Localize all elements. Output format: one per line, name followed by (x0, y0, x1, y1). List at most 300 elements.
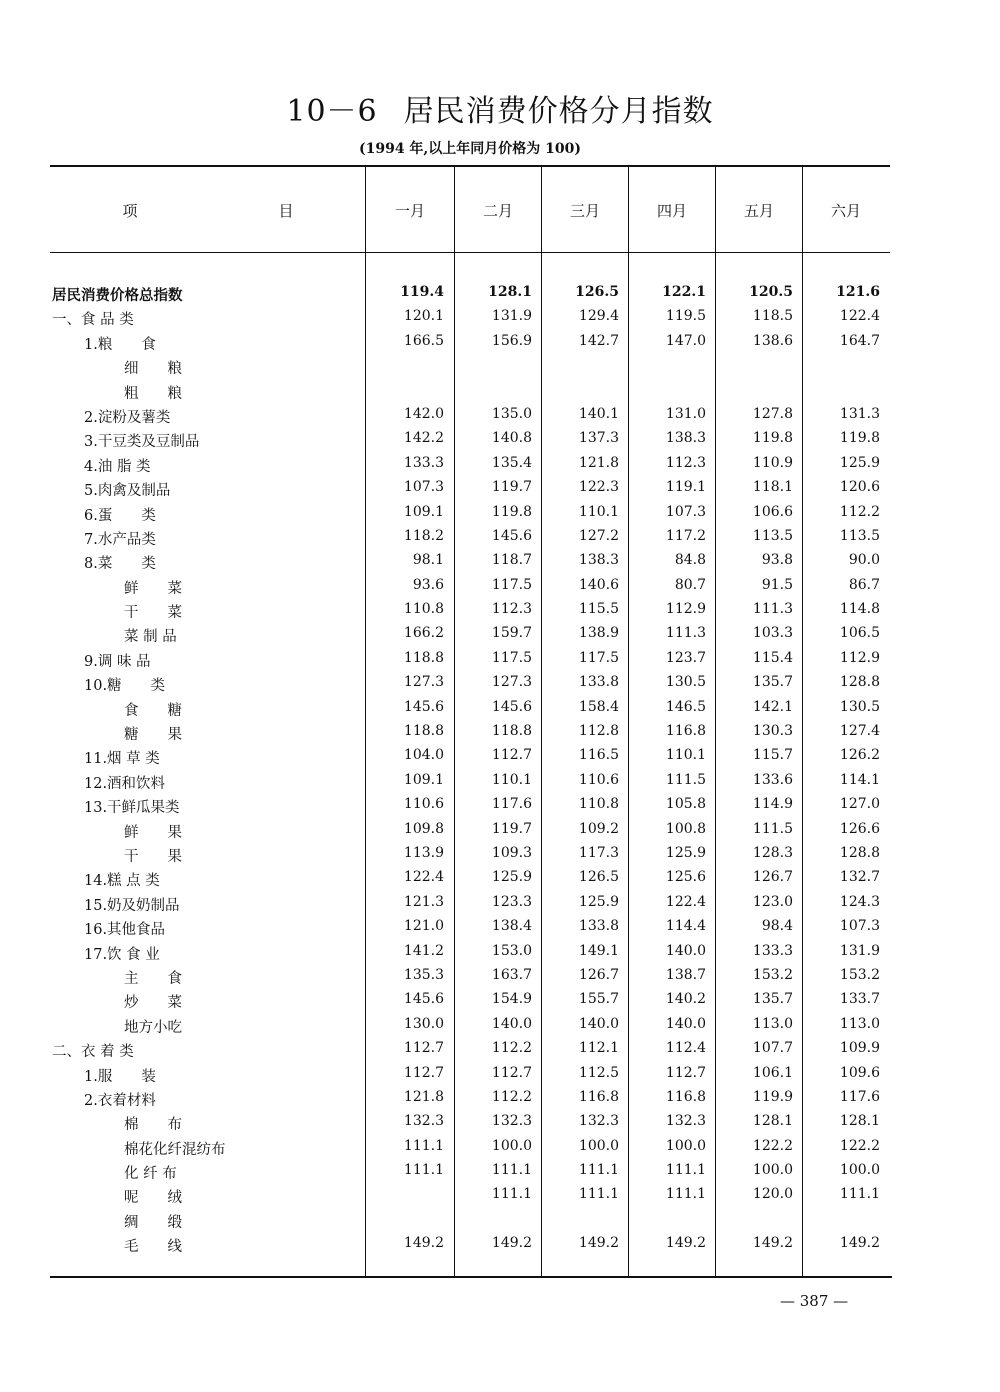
cell-value: 126.7 (752, 869, 793, 886)
cell-value: 138.3 (665, 430, 706, 447)
cell-value: 153.0 (491, 942, 532, 959)
table-row (52, 892, 892, 916)
table-row (52, 477, 892, 501)
cell-value: 142.2 (403, 430, 444, 447)
cell-value: 112.2 (491, 1088, 532, 1105)
cell-value: 113.9 (403, 844, 444, 861)
cell-value: 105.8 (665, 796, 706, 813)
cell-value: 130.3 (752, 723, 793, 740)
table-row (52, 502, 892, 526)
cell-value: 98.4 (761, 918, 793, 935)
cell-value: 112.7 (403, 1064, 444, 1081)
cell-value: 115.5 (578, 601, 619, 618)
cell-value: 115.4 (752, 649, 793, 666)
cell-value: 119.9 (752, 1088, 793, 1105)
cell-value: 132.3 (403, 1113, 444, 1130)
cell-value: 111.3 (665, 625, 706, 642)
cell-value: 109.9 (839, 1040, 880, 1057)
header-item-left: 项 (122, 202, 138, 220)
cell-value: 128.8 (839, 844, 880, 861)
cell-value: 109.3 (491, 844, 532, 861)
cell-value: 133.8 (578, 674, 619, 691)
cell-value: 110.8 (578, 796, 619, 813)
row-label: 11.烟 草 类 (84, 751, 160, 768)
cell-value: 93.6 (412, 576, 444, 593)
cell-value: 112.8 (578, 723, 619, 740)
cell-value: 119.5 (665, 308, 706, 325)
row-label: 1.服 装 (84, 1068, 156, 1085)
row-label: 糖 果 (124, 727, 182, 744)
cell-value: 121.8 (403, 1088, 444, 1105)
cell-value: 120.0 (752, 1186, 793, 1203)
cell-value: 132.3 (665, 1113, 706, 1130)
cell-value: 130.0 (403, 1015, 444, 1032)
row-label: 棉花化纤混纺布 (124, 1141, 226, 1158)
cell-value: 149.1 (578, 942, 619, 959)
table-row (52, 697, 892, 721)
cell-value: 138.4 (491, 918, 532, 935)
cell-value: 164.7 (839, 332, 880, 349)
cell-value: 125.9 (578, 893, 619, 910)
cell-value: 119.7 (491, 820, 532, 837)
cell-value: 111.3 (752, 601, 793, 618)
table-row (52, 1063, 892, 1087)
cell-value: 126.5 (575, 284, 619, 300)
row-label: 13.干鲜瓜果类 (84, 800, 180, 817)
cell-value: 140.1 (578, 405, 619, 422)
cell-value: 145.6 (491, 698, 532, 715)
cell-value: 123.7 (665, 649, 706, 666)
cell-value: 110.1 (491, 771, 532, 788)
cell-value: 84.8 (674, 552, 706, 569)
cell-value: 109.6 (839, 1064, 880, 1081)
cell-value: 90.0 (848, 552, 880, 569)
table-row (52, 648, 892, 672)
table-row (52, 1111, 892, 1135)
cell-value: 109.2 (578, 820, 619, 837)
cell-value: 112.2 (839, 503, 880, 520)
cell-value: 129.4 (578, 308, 619, 325)
table-row (52, 819, 892, 843)
row-label: 7.水产品类 (84, 531, 156, 548)
row-label: 细 粮 (124, 361, 182, 378)
row-label: 鲜 果 (124, 824, 182, 841)
cell-value: 100.0 (578, 1137, 619, 1154)
cell-value: 114.8 (839, 601, 880, 618)
cell-value: 149.2 (403, 1235, 444, 1252)
cell-value: 122.4 (665, 893, 706, 910)
cell-value: 147.0 (665, 332, 706, 349)
cell-value: 100.0 (491, 1137, 532, 1154)
cell-value: 140.2 (665, 991, 706, 1008)
cell-value: 117.2 (665, 527, 706, 544)
cell-value: 141.2 (403, 942, 444, 959)
row-label: 2.衣着材料 (84, 1092, 156, 1109)
cell-value: 125.9 (665, 844, 706, 861)
cell-value: 140.0 (665, 1015, 706, 1032)
table-row (52, 867, 892, 891)
cell-value: 135.3 (403, 966, 444, 983)
cell-value: 133.7 (839, 991, 880, 1008)
cell-value: 119.4 (400, 284, 444, 300)
cell-value: 120.6 (839, 479, 880, 496)
table-row (52, 282, 892, 306)
cell-value: 111.5 (665, 771, 706, 788)
table-row (52, 380, 892, 404)
page-number: — 387 — (780, 1292, 849, 1310)
cell-value: 166.2 (403, 625, 444, 642)
cell-value: 126.7 (578, 966, 619, 983)
cell-value: 121.8 (578, 454, 619, 471)
cell-value: 121.6 (836, 284, 880, 300)
row-label: 居民消费价格总指数 (52, 287, 183, 304)
cell-value: 138.6 (752, 332, 793, 349)
cell-value: 110.1 (578, 503, 619, 520)
cell-value: 135.0 (491, 405, 532, 422)
cell-value: 128.3 (752, 844, 793, 861)
cell-value: 133.6 (752, 771, 793, 788)
row-label: 15.奶及奶制品 (84, 897, 180, 914)
table-row (52, 1209, 892, 1233)
table-row (52, 599, 892, 623)
cell-value: 156.9 (491, 332, 532, 349)
cell-value: 107.3 (403, 479, 444, 496)
cell-value: 149.2 (752, 1235, 793, 1252)
cell-value: 149.2 (839, 1235, 880, 1252)
cell-value: 107.3 (839, 918, 880, 935)
cell-value: 153.2 (839, 966, 880, 983)
cell-value: 116.8 (665, 1088, 706, 1105)
cell-value: 91.5 (761, 576, 793, 593)
cell-value: 104.0 (403, 747, 444, 764)
cell-value: 120.1 (403, 308, 444, 325)
row-label: 干 果 (124, 848, 182, 865)
cell-value: 125.9 (839, 454, 880, 471)
cell-value: 98.1 (412, 552, 444, 569)
cell-value: 140.6 (578, 576, 619, 593)
cell-value: 138.3 (578, 552, 619, 569)
row-label: 3.干豆类及豆制品 (84, 434, 200, 451)
table-bottom-rule (50, 1276, 892, 1278)
header-item-right: 目 (278, 202, 294, 220)
cell-value: 127.8 (752, 405, 793, 422)
cell-value: 112.7 (491, 747, 532, 764)
cell-value: 118.2 (403, 527, 444, 544)
cell-value: 109.1 (403, 503, 444, 520)
cell-value: 110.1 (665, 747, 706, 764)
cell-value: 140.0 (491, 1015, 532, 1032)
row-label: 5.肉禽及制品 (84, 483, 171, 500)
header-month: 四月 (656, 202, 687, 220)
table-row (52, 770, 892, 794)
cell-value: 100.0 (665, 1137, 706, 1154)
cell-value: 113.0 (839, 1015, 880, 1032)
cell-value: 126.5 (578, 869, 619, 886)
cell-value: 111.1 (578, 1186, 619, 1203)
cell-value: 106.6 (752, 503, 793, 520)
cell-value: 110.8 (403, 601, 444, 618)
cell-value: 159.7 (491, 625, 532, 642)
cell-value: 154.9 (491, 991, 532, 1008)
cell-value: 112.3 (665, 454, 706, 471)
cell-value: 131.3 (839, 405, 880, 422)
cell-value: 123.0 (752, 893, 793, 910)
table-row (52, 404, 892, 428)
row-label: 地方小吃 (124, 1019, 182, 1036)
cell-value: 111.5 (752, 820, 793, 837)
table-title: 居民消费价格分月指数 (403, 94, 714, 129)
cell-value: 115.7 (752, 747, 793, 764)
table-row (52, 355, 892, 379)
cell-value: 142.1 (752, 698, 793, 715)
cell-value: 114.1 (839, 771, 880, 788)
cell-value: 119.8 (839, 430, 880, 447)
cell-value: 80.7 (674, 576, 706, 593)
cell-value: 100.0 (839, 1162, 880, 1179)
row-label: 食 糖 (124, 702, 182, 719)
cell-value: 145.6 (491, 527, 532, 544)
cell-value: 130.5 (665, 674, 706, 691)
cell-value: 131.0 (665, 405, 706, 422)
table-row (52, 941, 892, 965)
cell-value: 110.9 (752, 454, 793, 471)
cell-value: 119.8 (752, 430, 793, 447)
cell-value: 118.8 (491, 723, 532, 740)
cell-value: 112.7 (665, 1064, 706, 1081)
cell-value: 111.1 (491, 1186, 532, 1203)
cell-value: 111.1 (491, 1162, 532, 1179)
cell-value: 111.1 (403, 1137, 444, 1154)
cell-value: 117.3 (578, 844, 619, 861)
cell-value: 122.4 (839, 308, 880, 325)
table-row (52, 306, 892, 330)
cell-value: 112.5 (578, 1064, 619, 1081)
cell-value: 110.6 (403, 796, 444, 813)
cell-value: 138.9 (578, 625, 619, 642)
row-label: 菜 制 品 (124, 629, 177, 646)
cell-value: 132.3 (491, 1113, 532, 1130)
cell-value: 107.3 (665, 503, 706, 520)
row-label: 炒 菜 (124, 995, 182, 1012)
cell-value: 113.5 (839, 527, 880, 544)
cell-value: 127.3 (403, 674, 444, 691)
row-label: 1.粮 食 (84, 336, 156, 353)
cell-value: 140.8 (491, 430, 532, 447)
cell-value: 103.3 (752, 625, 793, 642)
cell-value: 122.3 (578, 479, 619, 496)
cell-value: 116.5 (578, 747, 619, 764)
cell-value: 132.7 (839, 869, 880, 886)
cell-value: 86.7 (848, 576, 880, 593)
cell-value: 111.1 (665, 1162, 706, 1179)
cell-value: 163.7 (491, 966, 532, 983)
cell-value: 133.8 (578, 918, 619, 935)
cell-value: 118.5 (752, 308, 793, 325)
cell-value: 122.1 (662, 284, 706, 300)
header-month: 一月 (394, 202, 425, 220)
cell-value: 119.8 (491, 503, 532, 520)
cell-value: 137.3 (578, 430, 619, 447)
cell-value: 145.6 (403, 991, 444, 1008)
row-label: 粗 粮 (124, 385, 182, 402)
table-row (52, 794, 892, 818)
cell-value: 112.3 (491, 601, 532, 618)
cell-value: 124.3 (839, 893, 880, 910)
row-label: 主 食 (124, 970, 182, 987)
cell-value: 149.2 (578, 1235, 619, 1252)
cell-value: 128.8 (839, 674, 880, 691)
table-row (52, 672, 892, 696)
header-month: 三月 (569, 202, 600, 220)
row-label: 10.糖 类 (84, 678, 166, 695)
table-number: 10－6 (286, 94, 378, 129)
header-month: 五月 (743, 202, 774, 220)
table-row (52, 843, 892, 867)
cell-value: 110.6 (578, 771, 619, 788)
cell-value: 122.2 (839, 1137, 880, 1154)
row-label: 鲜 菜 (124, 580, 182, 597)
cell-value: 117.5 (491, 576, 532, 593)
cell-value: 127.4 (839, 723, 880, 740)
cell-value: 112.7 (491, 1064, 532, 1081)
cell-value: 133.3 (752, 942, 793, 959)
cell-value: 112.1 (578, 1040, 619, 1057)
row-label: 棉 布 (124, 1117, 182, 1134)
table-row (52, 623, 892, 647)
row-label: 呢 绒 (124, 1190, 182, 1207)
cell-value: 140.0 (578, 1015, 619, 1032)
table-row (52, 1014, 892, 1038)
cell-value: 125.6 (665, 869, 706, 886)
table-row (52, 1087, 892, 1111)
table-row (52, 1184, 892, 1208)
cell-value: 112.9 (839, 649, 880, 666)
cell-value: 93.8 (761, 552, 793, 569)
cell-value: 109.8 (403, 820, 444, 837)
cell-value: 130.5 (839, 698, 880, 715)
table-row (52, 331, 892, 355)
cell-value: 106.1 (752, 1064, 793, 1081)
table-body (52, 282, 892, 1258)
row-label: 17.饮 食 业 (84, 946, 160, 963)
cell-value: 112.4 (665, 1040, 706, 1057)
cell-value: 126.2 (839, 747, 880, 764)
cell-value: 166.5 (403, 332, 444, 349)
cell-value: 127.0 (839, 796, 880, 813)
row-label: 一、食 品 类 (52, 312, 134, 329)
cell-value: 133.3 (403, 454, 444, 471)
cell-value: 114.4 (665, 918, 706, 935)
cell-value: 112.7 (403, 1040, 444, 1057)
cell-value: 128.1 (839, 1113, 880, 1130)
cell-value: 106.5 (839, 625, 880, 642)
cell-value: 117.6 (491, 796, 532, 813)
table-row (52, 916, 892, 940)
cell-value: 116.8 (578, 1088, 619, 1105)
cell-value: 140.0 (665, 942, 706, 959)
cell-value: 113.5 (752, 527, 793, 544)
cell-value: 118.1 (752, 479, 793, 496)
cell-value: 142.0 (403, 405, 444, 422)
table-row (52, 575, 892, 599)
cell-value: 128.1 (488, 284, 532, 300)
row-label: 6.蛋 类 (84, 507, 156, 524)
table-top-rule (50, 165, 890, 167)
table-row (52, 428, 892, 452)
cell-value: 111.1 (839, 1186, 880, 1203)
table-row (52, 745, 892, 769)
row-label: 化 纤 布 (124, 1166, 177, 1183)
cell-value: 121.3 (403, 893, 444, 910)
row-label: 8.菜 类 (84, 556, 156, 573)
row-label: 2.淀粉及薯类 (84, 409, 171, 426)
cell-value: 112.2 (491, 1040, 532, 1057)
table-row (52, 721, 892, 745)
cell-value: 153.2 (752, 966, 793, 983)
row-label: 14.糕 点 类 (84, 873, 160, 890)
cell-value: 145.6 (403, 698, 444, 715)
cell-value: 138.7 (665, 966, 706, 983)
table-row (52, 550, 892, 574)
cell-value: 119.7 (491, 479, 532, 496)
cell-value: 122.4 (403, 869, 444, 886)
cell-value: 132.3 (578, 1113, 619, 1130)
cell-value: 111.1 (665, 1186, 706, 1203)
header-month: 二月 (482, 202, 513, 220)
row-label: 9.调 味 品 (84, 653, 151, 670)
cell-value: 100.8 (665, 820, 706, 837)
cell-value: 118.8 (403, 723, 444, 740)
table-row (52, 1160, 892, 1184)
table-row (52, 989, 892, 1013)
cell-value: 135.7 (752, 674, 793, 691)
cell-value: 131.9 (839, 942, 880, 959)
cell-value: 117.6 (839, 1088, 880, 1105)
cell-value: 117.5 (491, 649, 532, 666)
row-label: 干 菜 (124, 605, 182, 622)
cell-value: 127.3 (491, 674, 532, 691)
cell-value: 121.0 (403, 918, 444, 935)
cell-value: 158.4 (578, 698, 619, 715)
cell-value: 128.1 (752, 1113, 793, 1130)
subtitle: (1994 年,以上年同月价格为 100) (358, 141, 582, 157)
cell-value: 119.1 (665, 479, 706, 496)
cell-value: 112.9 (665, 601, 706, 618)
cell-value: 149.2 (665, 1235, 706, 1252)
cell-value: 107.7 (752, 1040, 793, 1057)
cell-value: 135.4 (491, 454, 532, 471)
row-label: 毛 线 (124, 1239, 182, 1256)
table-row (52, 1038, 892, 1062)
table-row (52, 453, 892, 477)
cell-value: 155.7 (578, 991, 619, 1008)
table-row (52, 1136, 892, 1160)
cell-value: 149.2 (491, 1235, 532, 1252)
header-month: 六月 (830, 202, 861, 220)
cell-value: 118.7 (491, 552, 532, 569)
row-label: 二、衣 着 类 (52, 1044, 134, 1061)
cell-value: 111.1 (578, 1162, 619, 1179)
cell-value: 109.1 (403, 771, 444, 788)
cell-value: 122.2 (752, 1137, 793, 1154)
cell-value: 113.0 (752, 1015, 793, 1032)
cell-value: 100.0 (752, 1162, 793, 1179)
cell-value: 118.8 (403, 649, 444, 666)
header-bottom-rule (50, 252, 890, 253)
row-label: 12.酒和饮料 (84, 775, 166, 792)
cell-value: 117.5 (578, 649, 619, 666)
row-label: 4.油 脂 类 (84, 458, 151, 475)
